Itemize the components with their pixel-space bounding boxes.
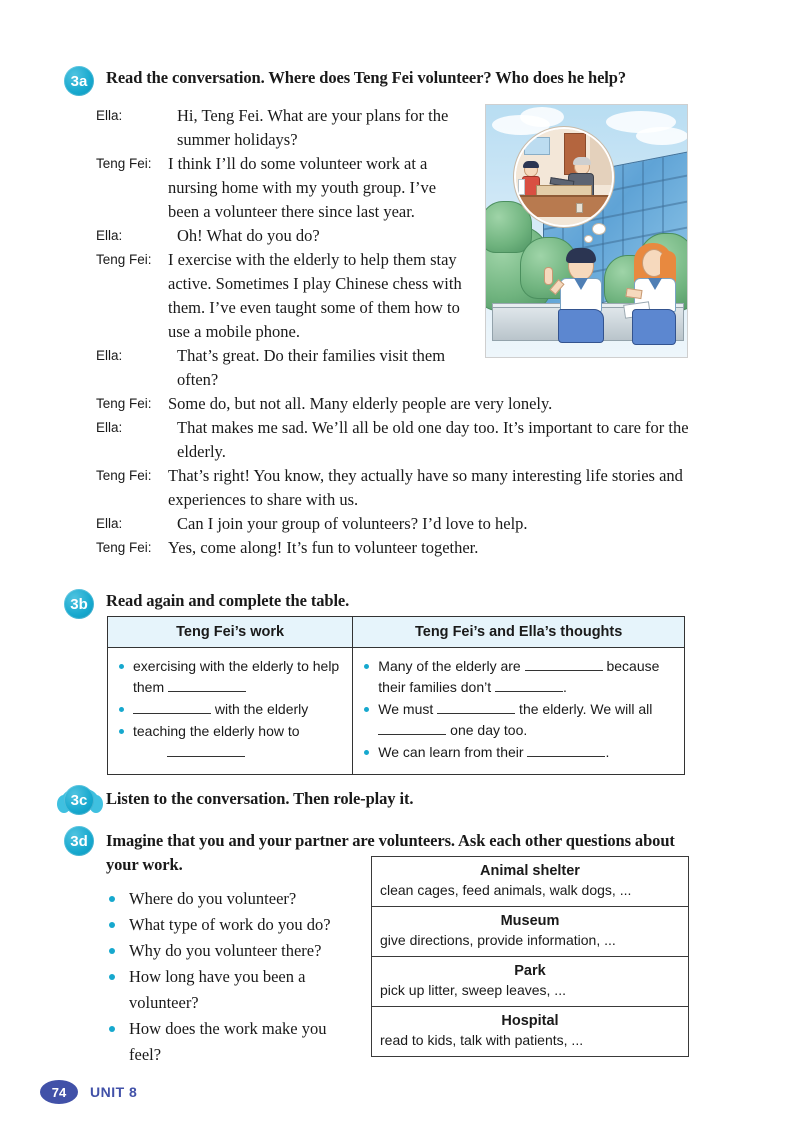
list-item [116, 656, 344, 698]
speaker-utterance: Some do, but not all. Many elderly people are very lonely. [168, 394, 553, 413]
table-header-cell-thoughts: Teng Fei’s and Ella’s thoughts [353, 617, 684, 648]
table-cell-thoughts [353, 648, 684, 775]
table-cell-work [108, 648, 353, 775]
table-header-cell-work: Teng Fei’s work [108, 617, 353, 648]
work-bullet-list [116, 656, 344, 763]
fill-in-blank[interactable] [378, 734, 446, 735]
place-tasks: read to kids, talk with patients, ... [380, 1032, 584, 1048]
cloud-shape [520, 107, 564, 127]
thought-bubble-tail [584, 235, 593, 243]
speaker-label: Teng Fei: [96, 468, 152, 483]
item-text: We must [378, 701, 438, 717]
item-text: exercising with the elderly to help them [133, 658, 340, 695]
page-number-badge: 74 [40, 1080, 78, 1104]
item-text: . [563, 679, 567, 695]
speaker-label: Teng Fei: [96, 540, 152, 555]
fill-in-blank[interactable] [168, 691, 246, 692]
speaker-label: Teng Fei: [96, 156, 152, 171]
item-text: one day too. [446, 722, 528, 738]
speaker-utterance: That’s great. Do their families visit them often? [177, 346, 446, 389]
fill-in-blank[interactable] [525, 670, 603, 671]
place-row [372, 957, 688, 1007]
fill-in-blank[interactable] [495, 691, 563, 692]
speaker-utterance: Hi, Teng Fei. What are your plans for the summer holidays? [177, 106, 449, 149]
list-item [361, 656, 676, 698]
speaker-label: Ella: [96, 228, 123, 243]
fill-in-blank[interactable] [527, 756, 605, 757]
item-text: because their families don’t [378, 658, 660, 695]
unit-label: UNIT 8 [90, 1084, 138, 1100]
thoughts-bullet-list [361, 656, 676, 763]
speaker-utterance: I think I’ll do some volunteer work at a nursing home with my youth group. I’ve been a volunteer there since last year. [168, 154, 437, 221]
place-row [372, 1007, 688, 1056]
place-name: Animal shelter [480, 863, 580, 879]
item-text: with the elderly [211, 701, 309, 717]
student-boy-figure [554, 251, 610, 343]
fill-in-blank[interactable] [133, 713, 211, 714]
place-name: Museum [500, 913, 560, 929]
cloud-shape [636, 127, 688, 145]
section-heading-3a: Read the conversation. Where does Teng Fei volunteer? Who does he help? [106, 68, 626, 87]
speaker-label: Ella: [96, 516, 123, 531]
dialogue-line [96, 464, 696, 512]
place-row [372, 907, 688, 957]
speaker-utterance: Oh! What do you do? [177, 226, 320, 245]
item-text: We can learn from their [378, 744, 528, 760]
list-item: How long have you been a volunteer? [107, 964, 357, 1016]
section-heading-3c: Listen to the conversation. Then role-play it. [106, 789, 414, 808]
page-footer [40, 1080, 137, 1104]
section-badge-3c: 3c [64, 785, 94, 815]
speaker-label: Teng Fei: [96, 396, 152, 411]
dialogue-line [96, 392, 696, 416]
list-item [361, 742, 676, 763]
student-girl-figure [626, 245, 682, 343]
speaker-utterance: That’s right! You know, they actually have so many interesting life stories and experiences to share with us. [168, 466, 683, 509]
list-item [116, 721, 344, 763]
list-item: Why do you volunteer there? [107, 938, 357, 964]
volunteer-question-list [107, 886, 357, 1068]
complete-the-table [107, 616, 685, 775]
speaker-label: Ella: [96, 420, 123, 435]
item-text: Many of the elderly are [378, 658, 525, 674]
item-text: the elderly. We will all [515, 701, 653, 717]
list-item: What type of work do you do? [107, 912, 357, 938]
list-item: Where do you volunteer? [107, 886, 357, 912]
place-name: Park [514, 963, 546, 979]
place-tasks: give directions, provide information, ... [380, 932, 616, 948]
list-item [361, 699, 676, 741]
dialogue-line [96, 536, 696, 560]
speaker-utterance: Can I join your group of volunteers? I’d love to help. [177, 514, 528, 533]
section-badge-3a: 3a [64, 66, 94, 96]
fill-in-blank[interactable] [167, 756, 245, 757]
place-row [372, 857, 688, 907]
speaker-utterance: I exercise with the elderly to help them stay active. Sometimes I play Chinese chess with them. I’ve even taught some of them how to use a mobile phone. [168, 250, 462, 341]
speaker-label: Ella: [96, 108, 123, 123]
list-item: How does the work make you feel? [107, 1016, 357, 1068]
lesson-illustration [485, 104, 688, 358]
speaker-label: Teng Fei: [96, 252, 152, 267]
item-text: teaching the elderly how to [133, 723, 300, 739]
section-badge-3b: 3b [64, 589, 94, 619]
list-item [116, 699, 344, 720]
item-text: . [605, 744, 610, 760]
place-name: Hospital [501, 1013, 559, 1029]
volunteer-places-table [371, 856, 689, 1057]
table-body-row [108, 648, 684, 775]
fill-in-blank[interactable] [437, 713, 515, 714]
speaker-label: Ella: [96, 348, 123, 363]
table-header-row [108, 617, 684, 648]
section-badge-3d: 3d [64, 826, 94, 856]
place-tasks: pick up litter, sweep leaves, ... [380, 982, 566, 998]
section-heading-3d: Imagine that you and your partner are volunteers. Ask each other questions about your work. [106, 831, 675, 874]
speaker-utterance: That makes me sad. We’ll all be old one day too. It’s important to care for the elderly. [177, 418, 689, 461]
speaker-utterance: Yes, come along! It’s fun to volunteer together. [168, 538, 479, 557]
place-tasks: clean cages, feed animals, walk dogs, ... [380, 882, 632, 898]
section-heading-3b: Read again and complete the table. [106, 591, 350, 610]
dialogue-line [96, 512, 696, 536]
thought-bubble [514, 127, 614, 227]
dialogue-line [96, 416, 696, 464]
